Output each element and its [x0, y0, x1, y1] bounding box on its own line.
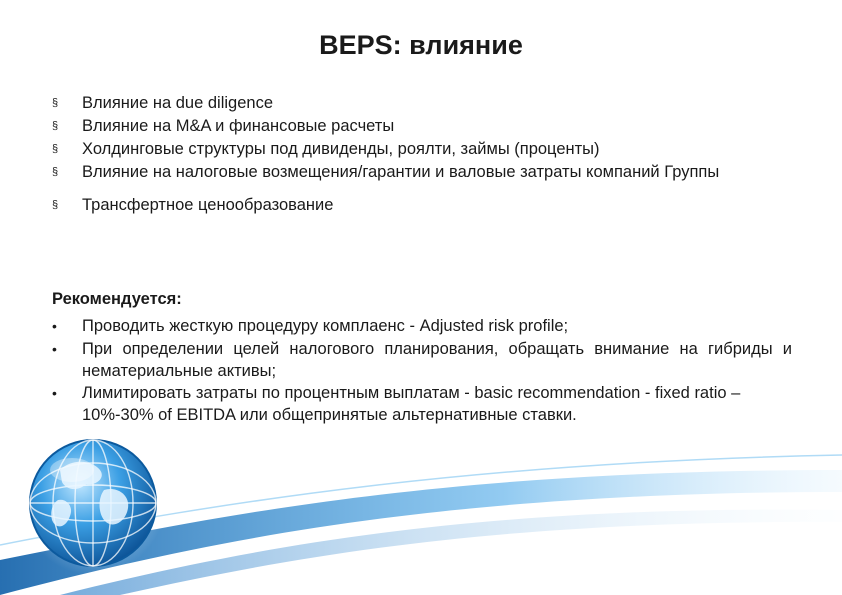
slide-title: BEPS: влияние — [319, 30, 523, 60]
list-item — [52, 138, 792, 161]
square-bullet-icon: § — [52, 166, 59, 178]
list-item-text: Влияние на M&A и финансовые расчеты — [82, 117, 395, 135]
list-item — [52, 92, 792, 115]
list-item — [52, 161, 792, 184]
round-bullet-icon: • — [52, 385, 57, 401]
spacer — [52, 184, 792, 194]
square-bullet-icon: § — [52, 97, 59, 109]
recommendations-list — [52, 315, 792, 426]
list-item-text: Проводить жесткую процедуру комплаенс - Adjusted risk profile; — [82, 317, 569, 335]
list-item-text: Влияние на due diligence — [82, 94, 273, 112]
list-item — [52, 315, 792, 338]
round-bullet-icon: • — [52, 318, 57, 334]
square-bullet-icon: § — [52, 143, 59, 155]
square-bullet-icon: § — [52, 199, 59, 211]
globe-icon — [21, 431, 165, 575]
list-item — [52, 194, 792, 217]
list-item — [52, 115, 792, 138]
list-item-text: Холдинговые структуры под дивиденды, роялти, займы (проценты) — [82, 140, 600, 158]
round-bullet-icon: • — [52, 341, 57, 357]
list-item-text: Трансфертное ценообразование — [82, 196, 334, 214]
impact-list — [52, 92, 792, 217]
list-item — [52, 338, 792, 382]
list-item — [52, 382, 792, 426]
square-bullet-icon: § — [52, 120, 59, 132]
list-item-text: При определении целей налогового планирования, обращать внимание на гибриды и нематериальные активы; — [82, 340, 792, 380]
recommendations-heading: Рекомендуется: — [52, 290, 182, 308]
list-item-text: Влияние на налоговые возмещения/гарантии и валовые затраты компаний Группы — [82, 163, 720, 181]
list-item-text: Лимитировать затраты по процентным выплатам - basic recommendation - fixed ratio – 10%-30% of EBITDA или общепринятые альтернативные ставки. — [82, 384, 741, 424]
